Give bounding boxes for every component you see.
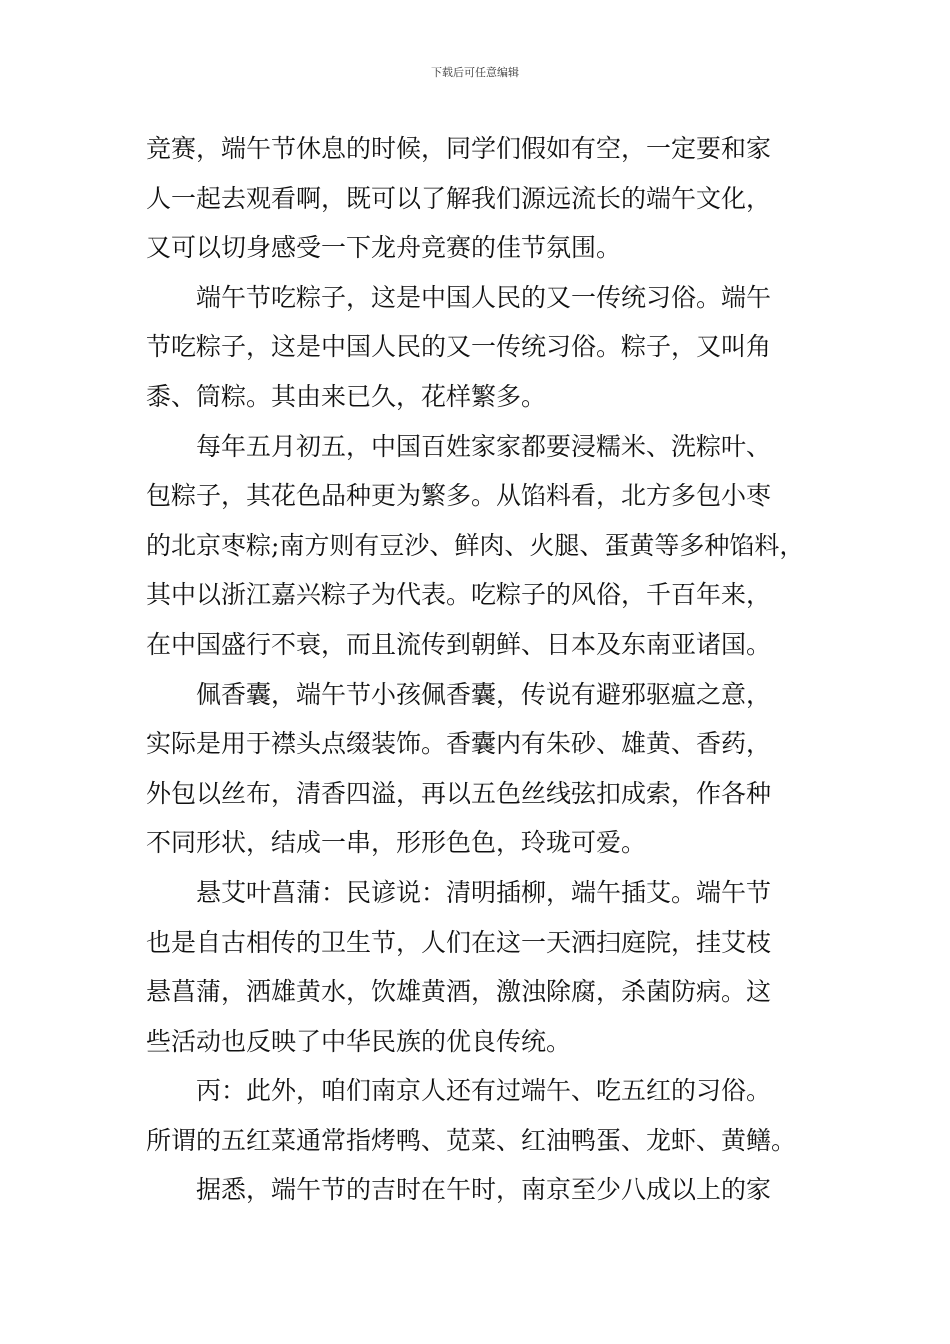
- text-line: 黍、筒粽。其由来已久，花样繁多。: [146, 381, 547, 411]
- text-line: 又可以切身感受一下龙舟竞赛的佳节氛围。: [146, 233, 622, 263]
- text-line: 包粽子，其花色品种更为繁多。从馅料看，北方多包小枣: [146, 481, 772, 511]
- text-line: 所谓的五红菜通常指烤鸭、苋菜、红油鸭蛋、龙虾、黄鳝。: [146, 1125, 797, 1155]
- text-line: 丙：此外，咱们南京人还有过端午、吃五红的习俗。: [146, 1076, 772, 1106]
- text-line: 也是自古相传的卫生节，人们在这一天洒扫庭院，挂艾枝: [146, 927, 772, 957]
- text-line: 端午节吃粽子，这是中国人民的又一传统习俗。端午: [146, 282, 772, 312]
- text-line: 悬菖蒲，洒雄黄水，饮雄黄酒，激浊除腐，杀菌防病。这: [146, 977, 772, 1007]
- text-line: 佩香囊，端午节小孩佩香囊，传说有避邪驱瘟之意，: [146, 679, 772, 709]
- document-body: [146, 124, 826, 1215]
- text-line: 悬艾叶菖蒲：民谚说：清明插柳，端午插艾。端午节: [146, 877, 772, 907]
- text-line: 其中以浙江嘉兴粽子为代表。吃粽子的风俗，千百年来，: [146, 580, 772, 610]
- text-line: 外包以丝布，清香四溢，再以五色丝线弦扣成索，作各种: [146, 778, 772, 808]
- text-line: 据悉，端午节的吉时在午时，南京至少八成以上的家: [146, 1175, 772, 1205]
- text-line: 的北京枣粽;南方则有豆沙、鲜肉、火腿、蛋黄等多种馅料，: [146, 530, 805, 560]
- text-line: 节吃粽子，这是中国人民的又一传统习俗。粽子，又叫角: [146, 332, 772, 362]
- text-line: 在中国盛行不衰，而且流传到朝鲜、日本及东南亚诸国。: [146, 629, 772, 659]
- text-line: 每年五月初五，中国百姓家家都要浸糯米、洗粽叶、: [146, 431, 772, 461]
- text-line: 人一起去观看啊，既可以了解我们源远流长的端午文化，: [146, 183, 772, 213]
- page-header: 下载后可任意编辑: [431, 66, 519, 79]
- text-line: 些活动也反映了中华民族的优良传统。: [146, 1026, 572, 1056]
- text-line: 竞赛，端午节休息的时候，同学们假如有空，一定要和家: [146, 134, 772, 163]
- text-line: 不同形状，结成一串，形形色色，玲珑可爱。: [146, 828, 647, 858]
- text-line: 实际是用于襟头点缀装饰。香囊内有朱砂、雄黄、香药，: [146, 729, 772, 759]
